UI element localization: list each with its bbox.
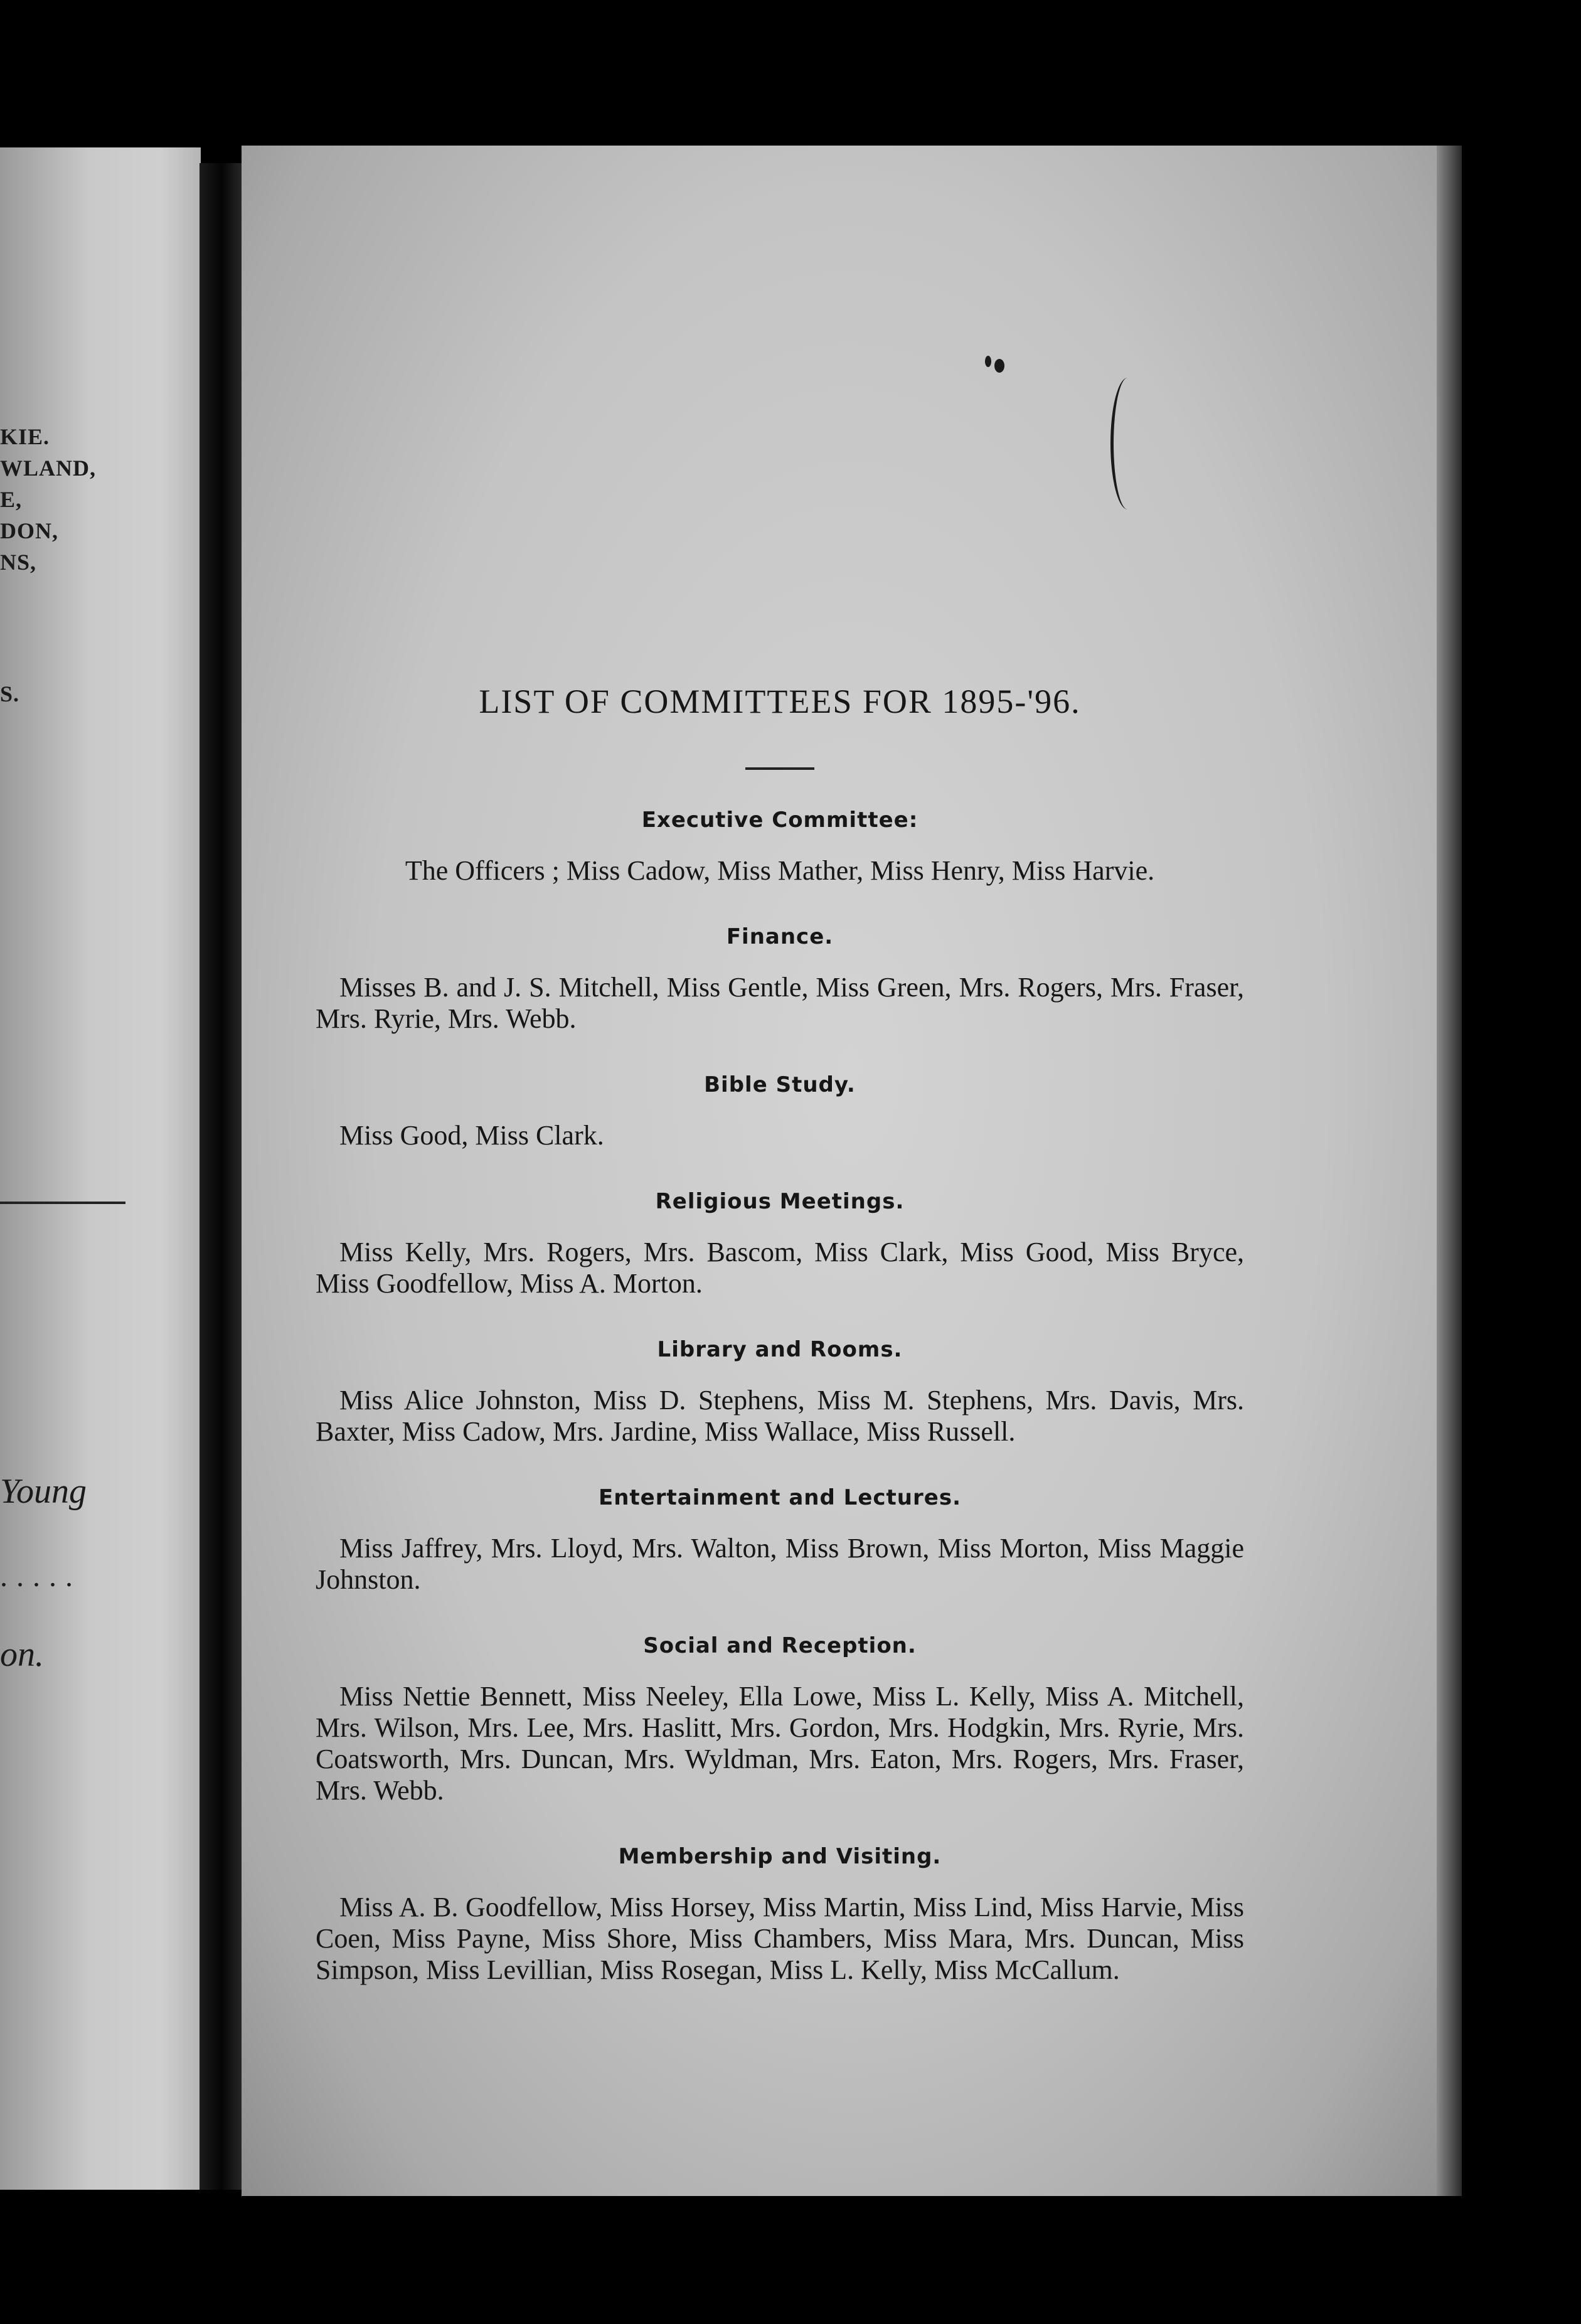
committee-heading: Executive Committee:: [641, 808, 918, 833]
committee-section: [316, 808, 1244, 887]
facing-page-fragment: NS,: [0, 550, 37, 575]
committee-heading: Membership and Visiting.: [618, 1844, 942, 1869]
committee-members: Miss Good, Miss Clark.: [339, 1120, 604, 1151]
committee-section: [316, 1337, 1244, 1447]
committee-section: [316, 1189, 1244, 1299]
committee-members: Miss Kelly, Mrs. Rogers, Mrs. Bascom, Miss Clark, Miss Good, Miss Bryce, Miss Goodfellow, Miss A. Morton.: [316, 1237, 1244, 1299]
committee-members: The Officers ; Miss Cadow, Miss Mather, Miss Henry, Miss Harvie.: [405, 855, 1155, 886]
committee-section: [316, 1485, 1244, 1596]
facing-page-fragment: DON,: [0, 518, 58, 543]
committee-heading: Finance.: [726, 924, 834, 949]
committee-heading: Entertainment and Lectures.: [599, 1485, 961, 1510]
committee-members: Miss A. B. Goodfellow, Miss Horsey, Miss Martin, Miss Lind, Miss Harvie, Miss Coen, Miss Payne, Miss Shore, Miss Chambers, Miss Mara, Mrs. Duncan, Miss Simpson, Miss Levillian, Miss Rosegan, Miss L. Kelly, Miss McCallum.: [316, 1892, 1244, 1985]
facing-page-fragment: S.: [0, 681, 20, 706]
committee-heading: Religious Meetings.: [655, 1189, 905, 1214]
committee-heading: Social and Reception.: [643, 1633, 917, 1658]
committee-members: Miss Jaffrey, Mrs. Lloyd, Mrs. Walton, Miss Brown, Miss Morton, Miss Maggie Johnston.: [316, 1533, 1244, 1595]
committee-section: [316, 924, 1244, 1035]
committee-section: [316, 1844, 1244, 1986]
title-dash: [745, 767, 814, 770]
committee-members: Misses B. and J. S. Mitchell, Miss Gentle, Miss Green, Mrs. Rogers, Mrs. Fraser, Mrs. Ryrie, Mrs. Webb.: [316, 972, 1244, 1034]
committee-heading: Library and Rooms.: [657, 1337, 903, 1362]
ink-speck: [985, 356, 991, 367]
facing-page-fragment: WLAND,: [0, 456, 97, 481]
facing-page: [0, 147, 201, 2190]
facing-page-fragment: E,: [0, 487, 23, 512]
committee-section: [316, 1633, 1244, 1806]
page-edge-shadow: [1437, 146, 1462, 2196]
facing-page-italic-text: Young: [0, 1472, 87, 1511]
facing-page-rule: [0, 1202, 125, 1204]
committee-section: [316, 1072, 1244, 1151]
facing-page-italic-text: on.: [0, 1635, 44, 1674]
ink-speck: [994, 359, 1004, 373]
committee-members: Miss Alice Johnston, Miss D. Stephens, Miss M. Stephens, Mrs. Davis, Mrs. Baxter, Miss Cadow, Mrs. Jardine, Miss Wallace, Miss Russell.: [316, 1385, 1244, 1447]
committee-list: [316, 522, 1244, 1986]
pencil-mark: [1110, 378, 1145, 509]
document-page: [242, 146, 1459, 2196]
facing-page-fragment: KIE.: [0, 424, 50, 449]
committee-heading: Bible Study.: [704, 1072, 856, 1097]
page-title: LIST OF COMMITTEES FOR 1895-'96.: [479, 683, 1081, 720]
committee-members: Miss Nettie Bennett, Miss Neeley, Ella Lowe, Miss L. Kelly, Miss A. Mitchell, Mrs. Wilson, Mrs. Lee, Mrs. Haslitt, Mrs. Gordon, Mrs. Hodgkin, Mrs. Ryrie, Mrs. Coatsworth, Mrs. Duncan, Mrs. Wyldman, Mrs. Eaton, Mrs. Rogers, Mrs. Fraser, Mrs. Webb.: [316, 1681, 1244, 1806]
book-gutter: [200, 163, 243, 2190]
facing-page-dots: .....: [0, 1560, 82, 1593]
